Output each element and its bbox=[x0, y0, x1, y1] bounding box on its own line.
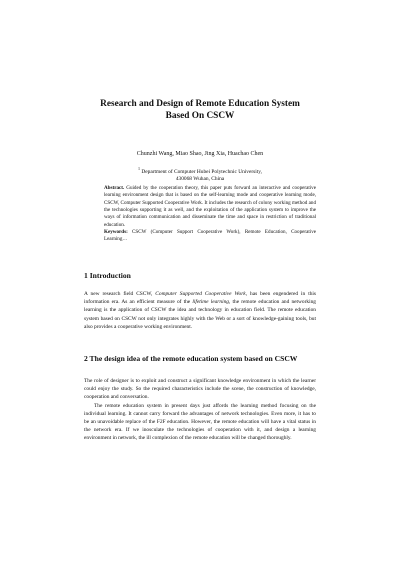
section-heading-design-idea: 2 The design idea of the remote education system based on CSCW bbox=[84, 354, 298, 363]
abstract-text: Guided by the cooperation theory, this paper puts forward an interactive and cooperative learning environment design that is based on the self-learning mode and cooperative learning mode, CSCW, Computer Supported Cooperative Work. It includes the research of colony working method and the technologies supporting it as well, and the exploitation of the application system to improve the ways of information communication and disseminate the time and space in restriction of traditional education. bbox=[104, 185, 316, 228]
section-heading-introduction: 1 Introduction bbox=[84, 271, 131, 280]
abstract-block bbox=[104, 185, 316, 244]
author-list: Chunzhi Wang, Miao Shao, Jing Xia, Huachao Chen bbox=[136, 151, 264, 157]
title-line-2: Based On CSCW bbox=[165, 111, 235, 121]
affiliation-line-1 bbox=[40, 165, 360, 176]
section-body-design-idea bbox=[84, 377, 316, 443]
intro-paragraph bbox=[84, 290, 316, 331]
intro-text-a: A new research field CSCW, bbox=[84, 291, 156, 297]
keywords-label: Keywords: bbox=[104, 229, 128, 236]
design-paragraph-2: The remote education system in present days just affords the learning method focusing on the individual learning. It cannot carry forward the advantages of network technologies. Even more, it has to be an unavoidable replace of the F2F education. However, the remote education will have a vital status in the network era. If we inosculate the technologies of cooperation with it, and design a learning environment in network, the ill complexion of the remote education will be changed thoroughly. bbox=[84, 402, 316, 442]
intro-text-c: , the remote education and networking learning is the application of CSCW the idea and technology in education field. The remote education system based on CSCW not only integrates highly with the Web or a sort of knowledge-gaining tools, but also provides a cooperative working environment. bbox=[84, 299, 316, 330]
design-paragraph-1: The role of designer is to exploit and construct a significant knowledge environment in which the learner could enjoy the study. So the required characteristics include the scene, the construction of knowledge, cooperation and conversation. bbox=[84, 378, 316, 401]
intro-text-b: , has been engendered in this information era. As an efficient measure of the bbox=[84, 291, 316, 306]
intro-emphasis-lifetime: lifetime learning bbox=[192, 299, 229, 306]
affiliation-line-2: 430068 Wuhan, China bbox=[175, 176, 225, 183]
affiliation bbox=[40, 165, 360, 184]
section-body-introduction bbox=[84, 290, 316, 331]
abstract-label: Abstract. bbox=[104, 185, 125, 191]
affiliation-text-1: Department of Computer Hubei Polytechnic University, bbox=[141, 168, 262, 175]
title-line-1: Research and Design of Remote Education System bbox=[100, 99, 300, 109]
keywords-text: CSCW (Computer Support Cooperative Work), Remote Education, Cooperative Learning… bbox=[104, 229, 316, 243]
paper-title bbox=[40, 98, 360, 122]
affiliation-mark: 1 bbox=[138, 166, 140, 171]
intro-emphasis-cscw: Computer Supported Cooperative Work bbox=[155, 291, 246, 297]
